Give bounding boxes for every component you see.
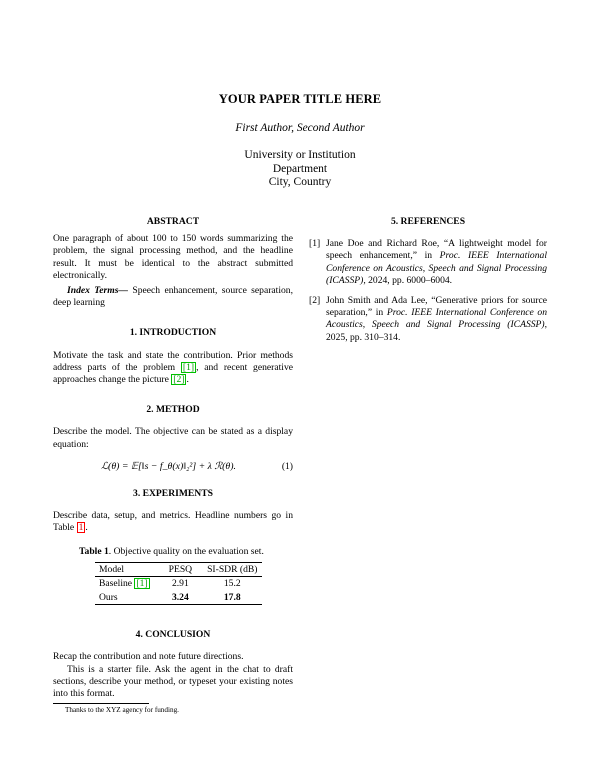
table-header-cell: PESQ — [168, 563, 193, 575]
affiliation-location: City, Country — [268, 176, 332, 188]
reference-venue: Proc. IEEE International Conference on Acoustics, Speech and Signal Processing (ICASSP) — [326, 250, 547, 286]
table-header-row — [95, 562, 262, 577]
table-cell-model: Ours — [99, 591, 118, 603]
reference-title: “A lightweight model for speech enhancement,” — [326, 238, 547, 262]
experiments-text-part: . — [85, 522, 88, 534]
table-header-cell: SI-SDR (dB) — [207, 563, 258, 575]
table-row — [95, 577, 262, 591]
equation-number: (1) — [281, 460, 293, 472]
introduction-heading: 1. INTRODUCTION — [129, 327, 217, 339]
table-cell-pesq: 2.91 — [171, 578, 189, 590]
reference-in: in — [416, 250, 440, 262]
reference-details: , 2024, pp. 6000–6004. — [363, 274, 453, 286]
method-text: Describe the model. The objective can be stated as a display equation: — [53, 426, 293, 450]
model-name: Baseline — [99, 578, 135, 590]
table-header-cell: Model — [99, 563, 125, 575]
reference-title: “Generative priors for source separation,” — [326, 295, 547, 319]
affiliation-block — [0, 149, 600, 190]
table-cell-sisdr: 17.8 — [223, 591, 241, 603]
experiments-text-part: Describe data, setup, and metrics. Headline numbers go in Table — [53, 510, 293, 534]
table-cell-model — [95, 577, 155, 591]
results-table-block — [53, 546, 293, 605]
reference-item — [309, 295, 547, 344]
method-heading: 2. METHOD — [146, 404, 200, 416]
display-equation — [53, 461, 293, 477]
table-cell-pesq: 3.24 — [171, 591, 189, 603]
intro-text-part: Motivate the task and state the contribution. Prior methods address parts of the problem — [53, 349, 293, 373]
conclusion-paragraph-1: Recap the contribution and note future directions. — [53, 651, 244, 663]
intro-text-part: . — [186, 374, 189, 386]
equation-body: ℒ(θ) = 𝔼[‖s − f_θ(x)‖₂²] + λ ℛ(θ). — [101, 460, 236, 472]
index-terms-text: Speech enhancement, source separation, deep learning — [53, 285, 293, 309]
abstract-text: One paragraph of about 100 to 150 words summarizing the problem, the signal processing method, and the headline result. It must be identical to the abstract submitted electronically. — [53, 233, 293, 281]
table-caption-label: Table 1 — [79, 546, 109, 558]
table-row — [95, 591, 262, 605]
reference-details: , 2025, pp. 310–314. — [326, 319, 547, 343]
citation-link-2[interactable]: [2] — [173, 374, 185, 386]
left-column — [53, 216, 293, 715]
affiliation-department: Department — [272, 162, 328, 175]
citation-link-1[interactable]: [1] — [136, 578, 148, 590]
table-reference-link[interactable]: 1 — [78, 522, 84, 534]
experiments-text — [53, 510, 293, 534]
results-table — [95, 562, 262, 606]
conclusion-paragraph-2: This is a starter file. Ask the agent in the chat to draft sections, describe your method, or typeset your existing notes into this format. — [53, 663, 293, 699]
author-list: First Author, Second Author — [235, 122, 365, 134]
table-caption — [53, 546, 293, 558]
references-heading: 5. REFERENCES — [390, 216, 466, 227]
reference-label: [2] — [309, 295, 321, 307]
reference-authors: John Smith and Ada Lee, — [326, 295, 432, 307]
reference-label: [1] — [309, 238, 321, 250]
index-terms — [53, 285, 293, 309]
funding-footnote: Thanks to the XYZ agency for funding. — [65, 706, 179, 715]
table-cell-sisdr: 15.2 — [223, 578, 241, 590]
experiments-heading: 3. EXPERIMENTS — [133, 487, 213, 499]
index-terms-label: Index Terms— — [67, 285, 129, 297]
reference-item — [309, 238, 547, 287]
footnote-rule — [53, 703, 149, 704]
reference-venue: Proc. IEEE International Conference on Acoustics, Speech and Signal Processing (ICASSP) — [326, 307, 547, 331]
reference-in: in — [372, 307, 387, 319]
right-column — [309, 216, 547, 344]
abstract-heading: ABSTRACT — [146, 216, 200, 227]
affiliation-institution: University or Institution — [244, 149, 356, 161]
table-caption-text: . Objective quality on the evaluation set. — [108, 546, 264, 558]
paper-title: YOUR PAPER TITLE HERE — [218, 92, 382, 106]
introduction-text — [53, 350, 293, 387]
citation-link-1[interactable]: [1] — [182, 361, 195, 373]
reference-authors: Jane Doe and Richard Roe, — [326, 238, 444, 250]
conclusion-heading: 4. CONCLUSION — [135, 629, 211, 641]
intro-text-part: , and recent generative approaches change the picture — [53, 361, 293, 386]
